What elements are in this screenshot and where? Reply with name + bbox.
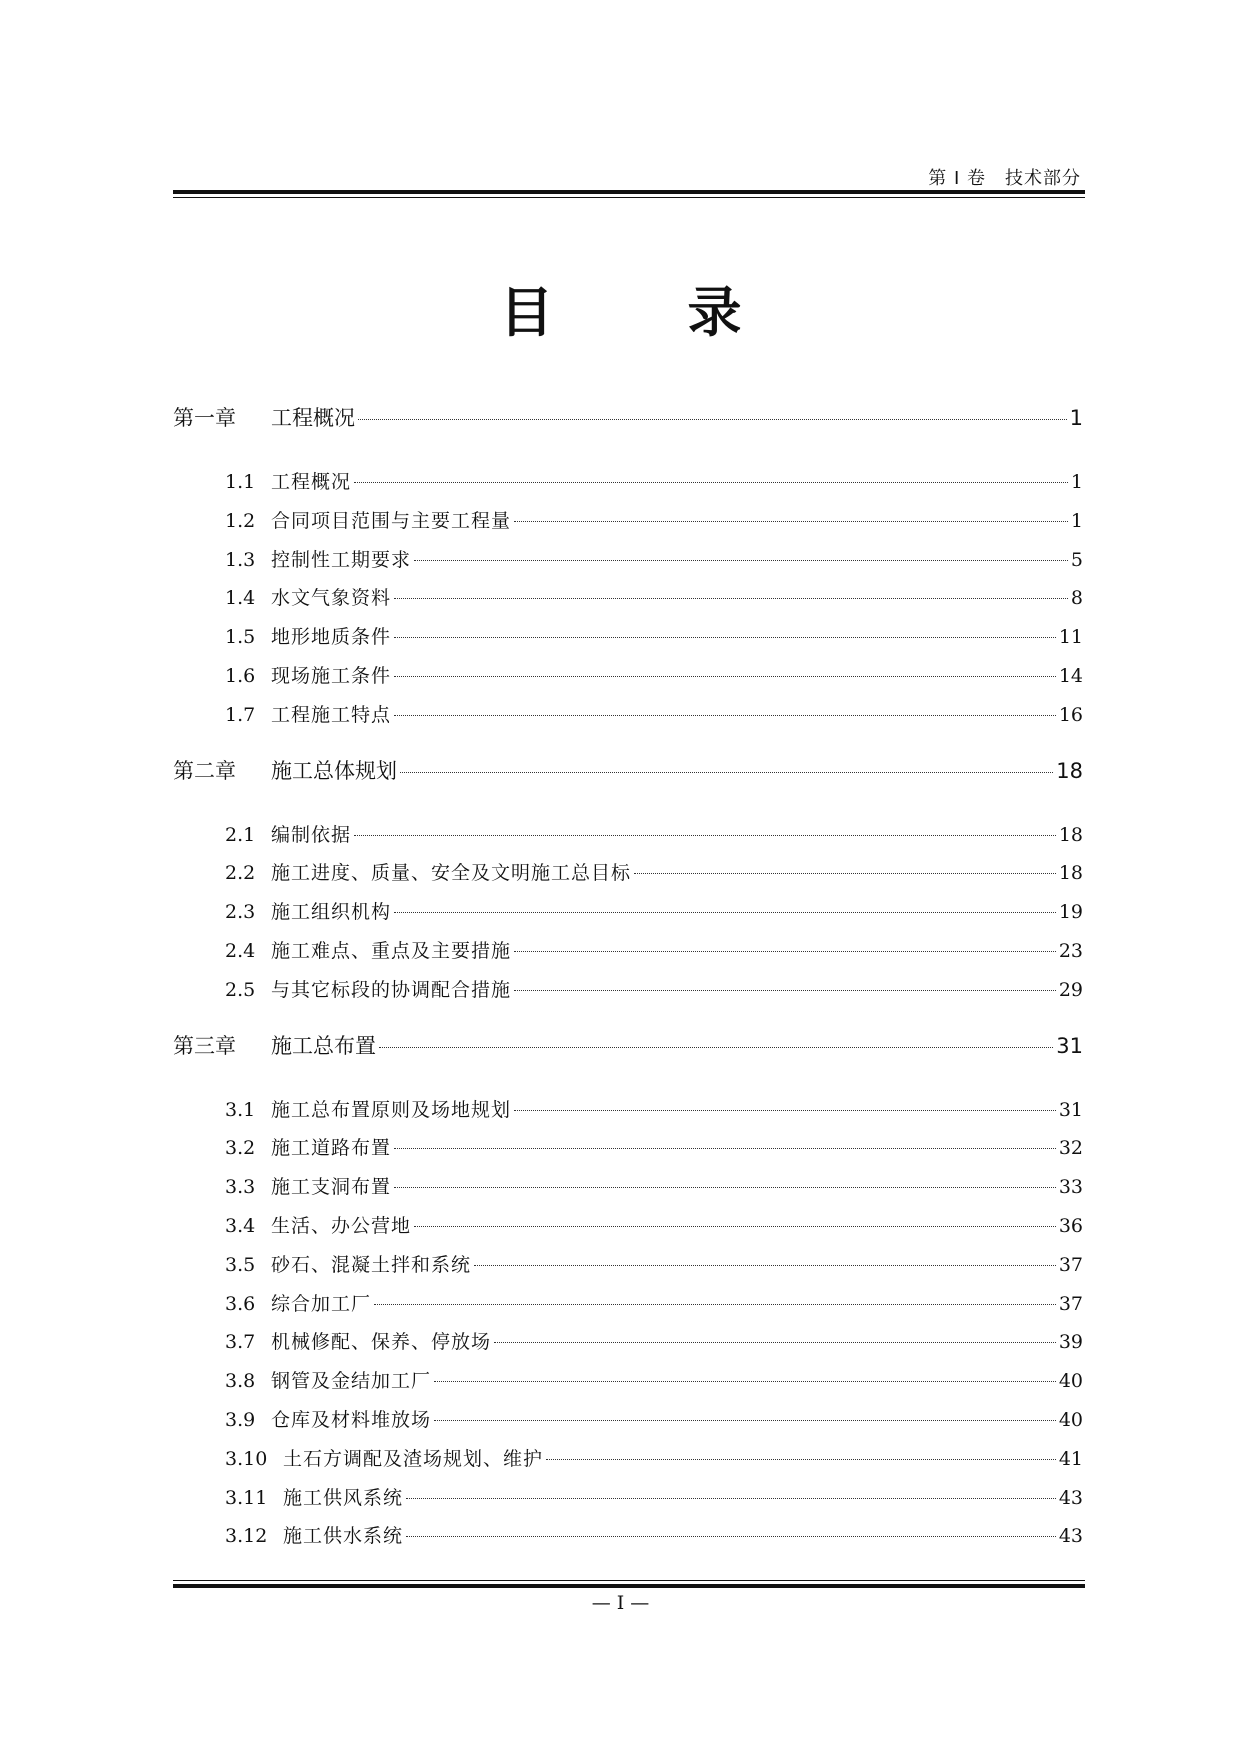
toc-section-title: 水文气象资料 — [271, 587, 392, 610]
toc-section-number: 3.9 — [225, 1408, 256, 1431]
toc-section-page: 18 — [1058, 823, 1083, 846]
toc-section-page: 1 — [1070, 509, 1083, 532]
toc-section-title: 与其它标段的协调配合措施 — [271, 978, 512, 1001]
toc-chapter-page: 18 — [1056, 758, 1083, 783]
toc-chapter-row[interactable] — [173, 1030, 1083, 1077]
toc-section-number: 3.3 — [225, 1176, 256, 1199]
toc-leader-dots — [394, 637, 1056, 638]
toc-section-title: 施工供水系统 — [283, 1525, 404, 1548]
toc-section-page: 36 — [1058, 1214, 1083, 1237]
toc-section-title: 地形地质条件 — [271, 626, 392, 649]
toc-section-row[interactable] — [173, 820, 1083, 859]
header-rule-thin — [173, 197, 1085, 198]
toc-section-title: 施工总布置原则及场地规划 — [271, 1098, 512, 1121]
toc-chapter-page: 1 — [1069, 406, 1083, 430]
toc-section-row[interactable] — [173, 622, 1083, 661]
toc-section-page: 41 — [1058, 1447, 1083, 1470]
toc-leader-dots — [414, 1226, 1056, 1227]
toc-section-row[interactable] — [173, 661, 1083, 700]
toc-section-title: 编制依据 — [271, 823, 352, 846]
toc-section-number: 3.6 — [225, 1292, 256, 1315]
toc-section-row[interactable] — [173, 936, 1083, 975]
toc-section-number: 3.4 — [225, 1214, 256, 1237]
toc-leader-dots — [546, 1459, 1056, 1460]
toc-chapter-row[interactable] — [173, 755, 1083, 802]
toc-section-number: 1.1 — [225, 471, 256, 493]
toc-leader-dots — [394, 598, 1068, 599]
toc-leader-dots — [394, 715, 1056, 716]
toc-section-page: 18 — [1058, 862, 1083, 885]
toc-leader-dots — [394, 1187, 1056, 1188]
toc-section-number: 1.3 — [225, 548, 256, 571]
toc-leader-dots — [394, 912, 1056, 913]
toc-chapter-title: 工程概况 — [271, 406, 355, 430]
toc-section-page: 11 — [1058, 626, 1083, 649]
toc-leader-dots — [394, 676, 1056, 677]
toc-section-title: 施工供风系统 — [283, 1486, 404, 1509]
toc-section-title: 施工难点、重点及主要措施 — [271, 939, 512, 962]
toc-section-row[interactable] — [173, 1172, 1083, 1211]
toc-title: 目 录 — [499, 280, 782, 344]
toc-section-title: 土石方调配及渣场规划、维护 — [283, 1447, 544, 1470]
toc-section-page: 16 — [1058, 703, 1083, 726]
toc-section-number: 1.6 — [225, 664, 256, 687]
toc-section-number: 3.1 — [225, 1098, 256, 1121]
toc-leader-dots — [494, 1342, 1056, 1343]
toc-section-title: 施工支洞布置 — [271, 1176, 392, 1199]
toc-section-title: 合同项目范围与主要工程量 — [271, 509, 512, 532]
toc-section-title: 施工道路布置 — [271, 1137, 392, 1160]
toc-section-title: 工程施工特点 — [271, 703, 392, 726]
toc-section-title: 控制性工期要求 — [271, 548, 412, 571]
toc-section-title: 施工组织机构 — [271, 901, 392, 924]
toc-section-row[interactable] — [173, 1483, 1083, 1522]
toc-section-number: 2.1 — [225, 823, 256, 846]
toc-section-number: 1.2 — [225, 509, 256, 532]
toc-section-row[interactable] — [173, 506, 1083, 545]
toc-section-page: 5 — [1070, 548, 1083, 571]
toc-leader-dots — [400, 772, 1053, 773]
toc-section-title: 工程概况 — [271, 471, 352, 493]
toc-leader-dots — [514, 1110, 1056, 1111]
toc-leader-dots — [474, 1265, 1056, 1266]
toc-leader-dots — [414, 560, 1068, 561]
toc-section-page: 32 — [1058, 1137, 1083, 1160]
toc-leader-dots — [406, 1498, 1056, 1499]
toc-section-row[interactable] — [173, 1521, 1083, 1560]
toc-chapter-number: 第二章 — [173, 758, 236, 783]
toc-chapter-number: 第三章 — [173, 1033, 236, 1058]
toc-section-title: 综合加工厂 — [271, 1292, 372, 1315]
toc-section-number: 2.5 — [225, 978, 256, 1001]
toc-leader-dots — [514, 990, 1056, 991]
toc-section-page: 31 — [1058, 1098, 1083, 1121]
toc-section-row[interactable] — [173, 1405, 1083, 1444]
toc-section-title: 现场施工条件 — [271, 664, 392, 687]
toc-section-number: 3.2 — [225, 1137, 256, 1160]
toc-section-row[interactable] — [173, 467, 1083, 506]
toc-leader-dots — [514, 521, 1068, 522]
toc-leader-dots — [434, 1381, 1056, 1382]
toc-section-page: 37 — [1058, 1292, 1083, 1315]
toc-leader-dots — [354, 835, 1056, 836]
toc-leader-dots — [514, 951, 1056, 952]
toc-section-page: 19 — [1058, 901, 1083, 924]
toc-chapter-title: 施工总布置 — [271, 1033, 376, 1058]
table-of-contents — [173, 402, 1083, 1560]
toc-section-row[interactable] — [173, 1095, 1083, 1134]
toc-section-title: 钢管及金结加工厂 — [271, 1370, 432, 1393]
toc-section-number: 3.7 — [225, 1331, 256, 1354]
toc-section-number: 1.5 — [225, 626, 256, 649]
toc-chapter-row[interactable] — [173, 402, 1083, 449]
toc-section-title: 施工进度、质量、安全及文明施工总目标 — [271, 862, 632, 885]
toc-section-page: 43 — [1058, 1486, 1083, 1509]
footer-rule-thin — [173, 1580, 1085, 1581]
toc-leader-dots — [634, 873, 1056, 874]
toc-section-number: 1.4 — [225, 587, 256, 610]
page-number: — I — — [591, 1592, 650, 1614]
toc-section-row[interactable] — [173, 897, 1083, 936]
toc-section-page: 40 — [1058, 1370, 1083, 1393]
toc-section-number: 3.10 — [225, 1447, 268, 1470]
toc-section-row[interactable] — [173, 545, 1083, 584]
toc-leader-dots — [406, 1536, 1056, 1537]
toc-leader-dots — [379, 1047, 1053, 1048]
toc-section-row[interactable] — [173, 1444, 1083, 1483]
toc-leader-dots — [394, 1148, 1056, 1149]
toc-leader-dots — [354, 482, 1068, 483]
toc-section-page: 29 — [1058, 978, 1083, 1001]
toc-section-number: 3.12 — [225, 1525, 268, 1548]
toc-section-row[interactable] — [173, 700, 1083, 739]
toc-section-title: 机械修配、保养、停放场 — [271, 1331, 492, 1354]
toc-section-row[interactable] — [173, 858, 1083, 897]
toc-section-row[interactable] — [173, 1366, 1083, 1405]
toc-section-row[interactable] — [173, 1211, 1083, 1250]
toc-section-title: 仓库及材料堆放场 — [271, 1408, 432, 1431]
toc-section-number: 2.2 — [225, 862, 256, 885]
toc-section-number: 2.3 — [225, 901, 256, 924]
toc-chapter-number: 第一章 — [173, 406, 236, 430]
toc-section-page: 33 — [1058, 1176, 1083, 1199]
toc-section-title: 砂石、混凝土拌和系统 — [271, 1253, 472, 1276]
toc-section-page: 39 — [1058, 1331, 1083, 1354]
toc-section-number: 3.5 — [225, 1253, 256, 1276]
header-title: 第 I 卷 技术部分 — [928, 168, 1081, 189]
toc-section-row[interactable] — [173, 583, 1083, 622]
toc-section-page: 14 — [1058, 664, 1083, 687]
toc-section-row[interactable] — [173, 1250, 1083, 1289]
toc-section-page: 23 — [1058, 939, 1083, 962]
toc-section-page: 8 — [1070, 587, 1083, 610]
toc-section-row[interactable] — [173, 1289, 1083, 1328]
toc-chapter-title: 施工总体规划 — [271, 758, 397, 783]
toc-section-number: 3.8 — [225, 1370, 256, 1393]
toc-section-page: 37 — [1058, 1253, 1083, 1276]
toc-section-number: 2.4 — [225, 939, 256, 962]
toc-chapter-page: 31 — [1056, 1033, 1083, 1058]
toc-section-page: 40 — [1058, 1408, 1083, 1431]
toc-section-number: 3.11 — [225, 1486, 268, 1509]
toc-section-row[interactable] — [173, 975, 1083, 1014]
footer-rule-thick — [173, 1584, 1085, 1588]
toc-section-number: 1.7 — [225, 703, 256, 726]
toc-section-title: 生活、办公营地 — [271, 1214, 412, 1237]
toc-section-row[interactable] — [173, 1133, 1083, 1172]
toc-leader-dots — [358, 419, 1067, 420]
toc-leader-dots — [434, 1420, 1056, 1421]
toc-section-row[interactable] — [173, 1327, 1083, 1366]
toc-section-page: 1 — [1070, 471, 1083, 493]
toc-section-page: 43 — [1058, 1525, 1083, 1548]
header-rule-thick — [173, 190, 1085, 194]
toc-leader-dots — [374, 1304, 1056, 1305]
